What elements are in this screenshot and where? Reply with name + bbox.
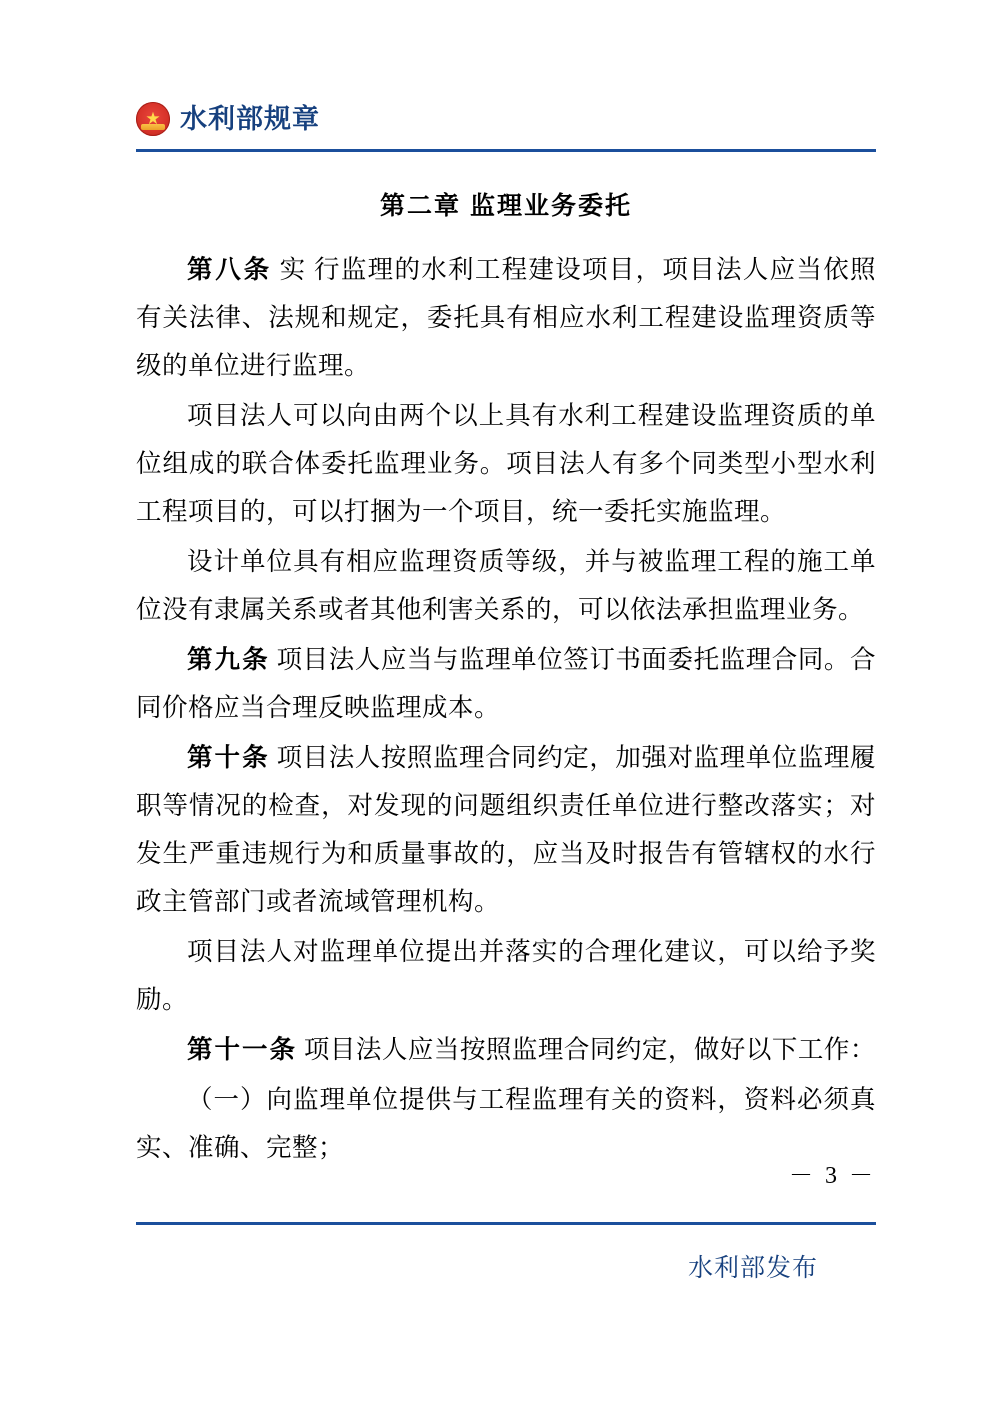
document-body: [136, 246, 876, 1172]
paragraph-text: 项目法人应当与监理单位签订书面委托监理合同。合同价格应当合理反映监理成本。: [136, 645, 876, 722]
paragraph-text: 项目法人应当按照监理合同约定，做好以下工作：: [303, 1035, 876, 1064]
article-label: 第十条: [187, 744, 270, 772]
paragraph: [136, 246, 876, 390]
national-emblem-icon: [136, 102, 170, 136]
paragraph-text: 项目法人对监理单位提出并落实的合理化建议，可以给予奖励。: [136, 937, 876, 1014]
article-label: 第九条: [187, 646, 270, 674]
paragraph: [136, 538, 876, 634]
page-number: － 3 －: [789, 1163, 876, 1189]
paragraph: [136, 392, 876, 536]
paragraph-text: 实 行监理的水利工程建设项目，项目法人应当依照有关法律、法规和规定，委托具有相应水利工程建设监理资质等级的单位进行监理。: [136, 255, 876, 380]
paragraph-text: 设计单位具有相应监理资质等级，并与被监理工程的施工单位没有隶属关系或者其他利害关系的，可以依法承担监理业务。: [136, 547, 876, 624]
footer-divider: [136, 1222, 876, 1225]
article-label: 第十一条: [187, 1036, 298, 1064]
paragraph: [136, 928, 876, 1024]
header-title: 水利部规章: [180, 103, 320, 134]
article-label: 第八条: [187, 256, 272, 284]
header-divider: [136, 149, 876, 152]
paragraph: [136, 636, 876, 732]
paragraph-text: 项目法人可以向由两个以上具有水利工程建设监理资质的单位组成的联合体委托监理业务。项目法人有多个同类型小型水利工程项目的，可以打捆为一个项目，统一委托实施监理。: [136, 401, 876, 526]
paragraph: [136, 1026, 876, 1074]
paragraph: [136, 734, 876, 926]
footer-issuer: 水利部发布: [687, 1254, 818, 1282]
paragraph-text: 项目法人按照监理合同约定，加强对监理单位监理履职等情况的检查，对发现的问题组织责任单位进行整改落实；对发生严重违规行为和质量事故的，应当及时报告有管辖权的水行政主管部门或者流域管理机构。: [136, 743, 876, 916]
page-content: [136, 95, 876, 1174]
chapter-title: 第二章 监理业务委托: [380, 192, 632, 220]
document-header: [136, 95, 876, 143]
paragraph-text: （一）向监理单位提供与工程监理有关的资料，资料必须真实、准确、完整；: [136, 1085, 876, 1162]
